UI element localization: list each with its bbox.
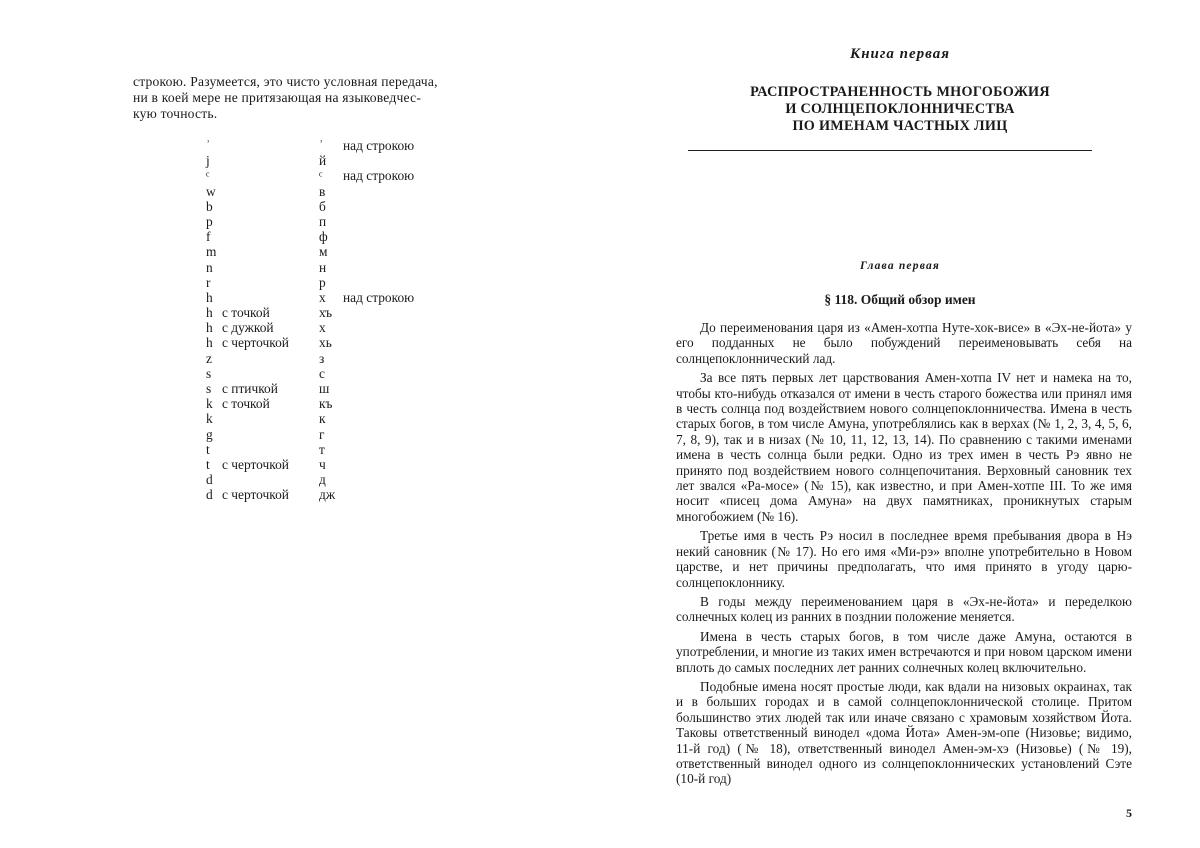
translit-cyrillic: т [319,441,325,457]
section-heading: § 118. Общий обзор имен [824,292,976,307]
translit-cyrillic: п [319,213,327,229]
translit-latin: k [206,411,213,427]
title-divider [688,150,1092,151]
translit-cyrillic: ч [319,456,326,472]
translit-cyrillic: к [319,411,326,427]
translit-latin: h [206,320,213,336]
translit-cyrillic: б [319,198,326,214]
translit-cyrillic: м [319,244,328,260]
translit-cyrillic: хь [319,335,332,351]
translit-latin: z [206,350,212,366]
translit-latin: b [206,198,213,214]
translit-cyrillic: й [319,153,327,169]
translit-cyrillic: къ [319,396,333,412]
translit-latin: d [206,487,213,503]
translit-latin: k [206,396,213,412]
translit-cyrillic: д [319,472,326,488]
translit-latin: n [206,259,213,275]
translit-cyrillic: ш [319,381,330,396]
translit-note: над строкою [343,138,415,153]
translit-cyrillic: хъ [319,305,333,321]
intro-line: ни в коей мере не притязающая на языковедчес- [133,90,422,105]
translit-latin: r [206,274,211,290]
main-title [600,84,1200,135]
right-page [600,0,1200,848]
translit-cyrillic: н [319,259,327,275]
paragraph: Имена в честь старых богов, в том числе даже Амуна, остаются в употреблении, и многие из таких имен встречаются и при новом царском имени вплоть до самых последних лет ранних солнечных колец включительно. [676,628,1132,675]
translit-latin: h [206,335,213,351]
translit-cyrillic: в [319,183,326,199]
paragraph: Третье имя в честь Рэ носил в последнее время пребывания двора в Нэ некий сановник (№ 17). Но его имя «Ми-рэ» вполне употребительно в Новом царстве, и нет причины предполагать, что имя принято в угоду царю-солнцепоклоннику. [676,528,1132,590]
body-text [676,320,1132,791]
translit-latin: p [206,213,213,229]
translit-cyrillic: х [319,320,326,336]
translit-modifier: с птичкой [222,381,278,396]
translit-cyrillic: р [319,274,326,290]
intro-line: кую точность. [133,106,218,121]
translit-latin: m [206,244,217,260]
translit-cyrillic: г [319,426,325,442]
translit-latin: ᶜ [206,168,210,184]
translit-cyrillic: дж [319,487,336,503]
paragraph: В годы между переименованием царя в «Эх-не-йота» и переделкою солнечных колец из ранних в позднии положение меняется. [676,593,1132,625]
translit-note: над строкою [343,289,415,305]
translit-cyrillic: ᶜ [319,168,323,184]
translit-modifier: с черточкой [222,456,289,472]
paragraph: За все пять первых лет царствования Амен-хотпа IV нет и намека на то, чтобы кто-нибудь отказался от имени в честь старого божества или принял имя в честь солнца под воздействием нового солнцепоклонничества. Имена в честь старых богов, в том числе Амуна, употреблялись как в верхах (№ 1, 2, 3, 4, 5, 6, 7, 8, 9), так и в низах (№ 10, 11, 12, 13, 14). По сравнению с такими именами имена в честь солнца были редки. Одно из трех имен в честь Рэ явно не принято под воздействием нового солнцепочитания. Верховный сановник тех лет звался «Ра-мосе» (№ 15), как известно, и при Амен-хотпе III. То же имя носит «писец дома Амуна» на двух памятниках, проникнутых старым многобожием (№ 16). [676,370,1132,524]
translit-latin: t [206,456,210,472]
translit-modifier: с точкой [222,305,270,321]
intro-line: строкою. Разумеется, это чисто условная передача, [133,74,438,89]
translit-modifier: с дужкой [222,320,274,336]
translit-cyrillic: с [319,365,325,381]
translit-modifier: с точкой [222,396,270,412]
translit-cyrillic: х [319,289,326,305]
paragraph: До переименования царя из «Амен-хотпа Нуте-хок-висе» в «Эх-не-йота» у его подданных не было побуждений переименовывать себя на солнцепоклоннический лад. [676,320,1132,366]
chapter-heading: Глава первая [859,260,941,272]
main-title-line: И СОЛНЦЕПОКЛОННИЧЕСТВА [785,101,1015,117]
translit-note: над строкою [343,168,415,184]
translit-cyrillic: з [319,350,325,366]
translit-latin: h [206,305,213,321]
book-title: Книга первая [850,46,950,62]
translit-latin: t [206,441,210,457]
translit-latin: h [206,289,213,305]
translit-latin: w [206,183,216,199]
translit-modifier: с черточкой [222,487,289,503]
translit-latin: s [206,381,212,396]
translit-latin: d [206,472,213,488]
translit-cyrillic: ʾ [319,138,324,153]
main-title-line: ПО ИМЕНАМ ЧАСТНЫХ ЛИЦ [792,118,1008,134]
left-intro-text [133,74,501,122]
translit-cyrillic: ф [319,229,328,245]
translit-modifier: с черточкой [222,335,289,351]
page-number: 5 [1126,806,1132,820]
translit-latin: ʾ [206,138,211,153]
translit-latin: s [206,365,212,381]
translit-latin: g [206,426,213,442]
main-title-line: РАСПРОСТРАНЕННОСТЬ МНОГОБОЖИЯ [750,84,1050,100]
translit-latin: f [206,229,211,245]
translit-latin: j [206,153,210,169]
paragraph: Подобные имена носят простые люди, как вдали на низовых окраинах, так и в больших городах и в самой солнцепоклоннической столице. Притом большинство этих людей так или иначе связано с храмовым хозяйством Йота. Таковы ответственный винодел «дома Йота» Амен-эм-опе (Низовье; видимо, 11-й год) (№ 18), ответственный винодел Амен-эм-хэ (Низовье) (№ 19), ответственный винодел одного из солнцепоклоннических установлений Сэте (10-й год) [676,678,1132,787]
